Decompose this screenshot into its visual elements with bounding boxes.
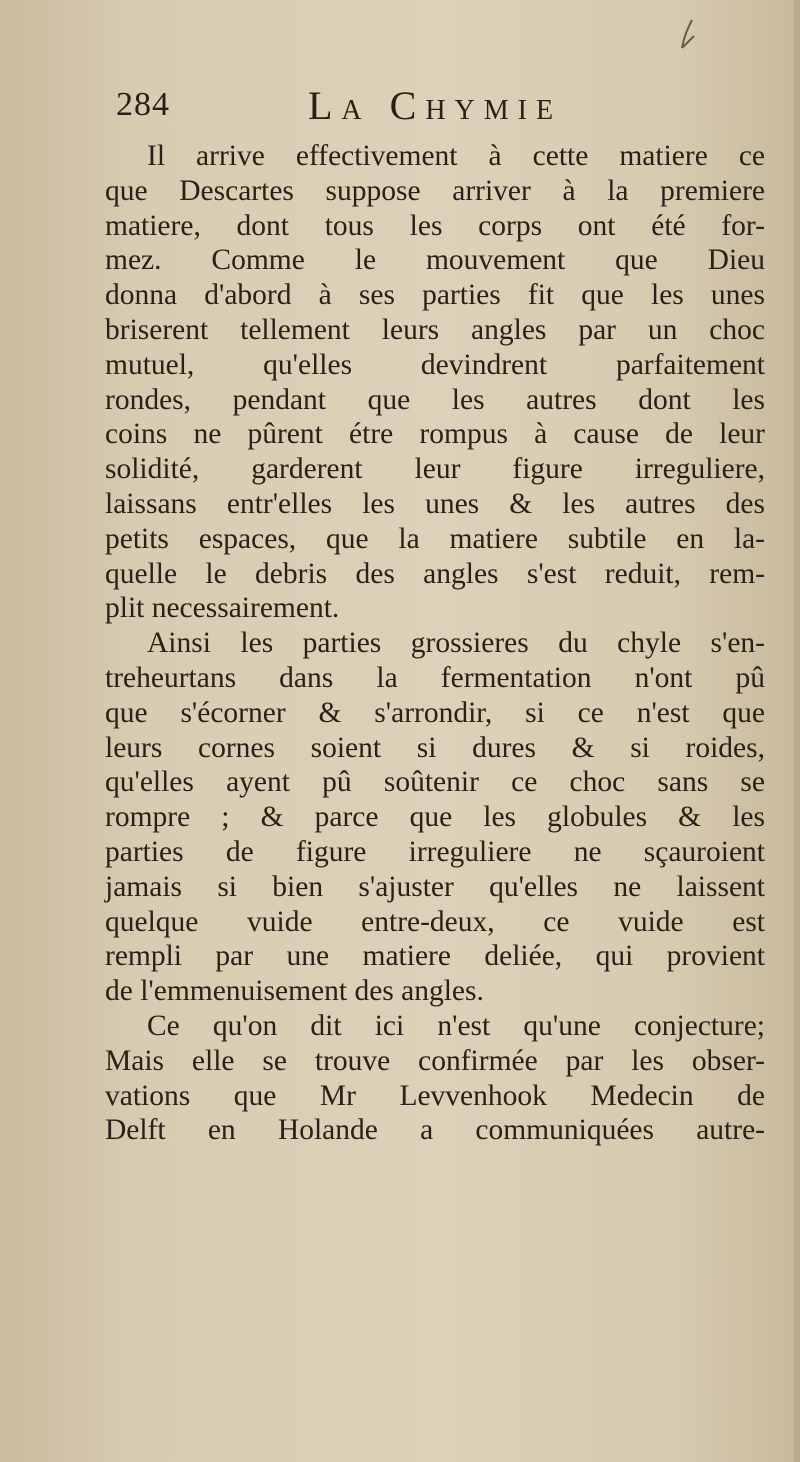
text-line: leurs cornes soient si dures & si roides, — [105, 731, 765, 764]
text-line: plit necessairement. — [105, 592, 340, 625]
ink-mark-icon — [676, 18, 698, 58]
text-line: jamais si bien s'ajuster qu'elles ne laissent — [105, 870, 765, 903]
text-line: laissans entr'elles les unes & les autres des — [105, 487, 765, 520]
text-line: rompre ; & parce que les globules & les — [105, 801, 765, 834]
text-line: Ainsi les parties grossieres du chyle s'en- — [147, 627, 765, 660]
text-line: briserent tellement leurs angles par un choc — [105, 313, 765, 346]
text-line: treheurtans dans la fermentation n'ont pû — [105, 661, 765, 694]
text-line: coins ne pûrent étre rompus à cause de leur — [105, 418, 765, 451]
text-line: solidité, garderent leur figure irreguliere, — [105, 453, 765, 486]
text-line: de l'emmenuisement des angles. — [105, 975, 484, 1008]
text-line: mutuel, qu'elles devindrent parfaitement — [105, 348, 765, 381]
text-line: qu'elles ayent pû soûtenir ce choc sans se — [105, 766, 765, 799]
text-line: parties de figure irreguliere ne sçauroient — [105, 835, 765, 868]
text-line: que Descartes suppose arriver à la premiere — [105, 174, 765, 207]
text-line: donna d'abord à ses parties fit que les unes — [105, 279, 765, 312]
text-line: mez. Comme le mouvement que Dieu — [105, 244, 765, 277]
text-line: Ce qu'on dit ici n'est qu'une conjecture; — [147, 1009, 765, 1042]
page-header — [100, 82, 780, 132]
text-line: Mais elle se trouve confirmée par les obser- — [105, 1044, 765, 1077]
text-line: Delft en Holande a communiquées autre- — [105, 1114, 765, 1147]
text-line: petits espaces, que la matiere subtile en la- — [105, 522, 765, 555]
text-line: rondes, pendant que les autres dont les — [105, 383, 765, 416]
running-title: La Chymie — [308, 83, 563, 128]
body-text — [105, 139, 765, 1148]
text-line: rempli par une matiere deliée, qui provient — [105, 940, 765, 973]
text-line: quelle le debris des angles s'est reduit, rem- — [105, 557, 765, 590]
page-number: 284 — [116, 86, 170, 123]
text-line: Il arrive effectivement à cette matiere ce — [147, 140, 765, 172]
text-line: quelque vuide entre-deux, ce vuide est — [105, 905, 765, 938]
text-line: vations que Mr Levvenhook Medecin de — [105, 1079, 765, 1112]
text-line: que s'écorner & s'arrondir, si ce n'est que — [105, 696, 765, 729]
text-line: matiere, dont tous les corps ont été for- — [105, 209, 765, 242]
